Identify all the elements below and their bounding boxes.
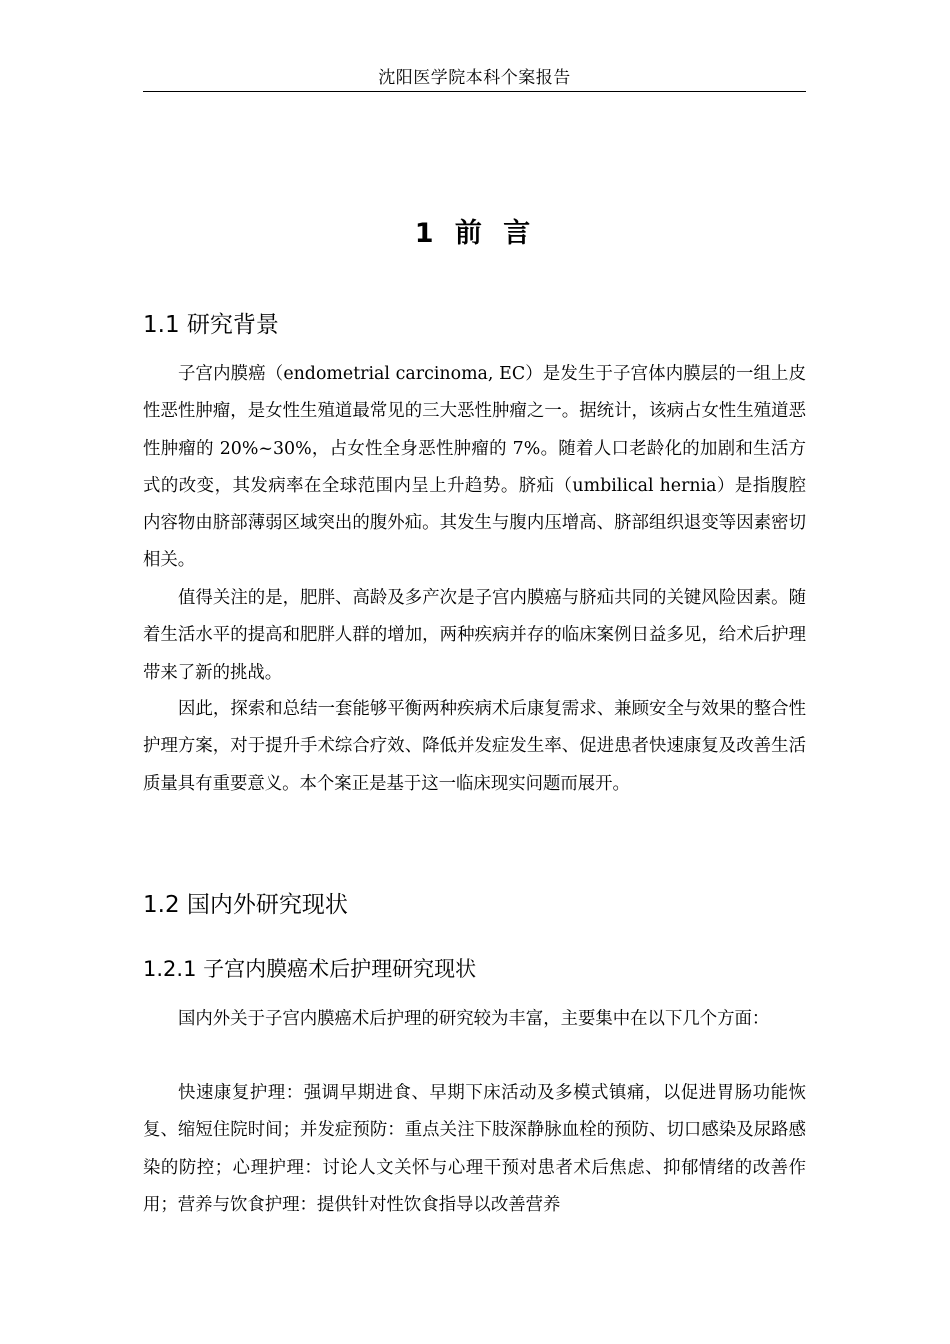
paragraph-background-2: 值得关注的是，肥胖、高龄及多产次是子宫内膜癌与脐疝共同的关键风险因素。随着生活水平的提高和肥胖人群的增加，两种疾病并存的临床案例日益多见，给术后护理带来了新的挑战。 bbox=[143, 588, 806, 683]
paragraph-background-3: 因此，探索和总结一套能够平衡两种疾病术后康复需求、兼顾安全与效果的整合性护理方案，对于提升手术综合疗效、降低并发症发生率、促进患者快速康复及改善生活质量具有重要意义。本个案正是基于这一临床现实问题而展开。 bbox=[143, 699, 806, 794]
header-rule bbox=[143, 91, 806, 92]
section-heading-1-1: 1.1 研究背景 bbox=[143, 312, 279, 338]
section-heading-1-2: 1.2 国内外研究现状 bbox=[143, 892, 348, 918]
paragraph-background-1: 子宫内膜癌（endometrial carcinoma, EC）是发生于子宫体内膜层的一组上皮性恶性肿瘤，是女性生殖道最常见的三大恶性肿瘤之一。据统计，该病占女性生殖道恶性肿瘤的 20%~30%，占女性全身恶性肿瘤的 7%。随着人口老龄化的加剧和生活方式的改变，其发病率在全球范围内呈上升趋势。脐疝（umbilical hernia）是指腹腔内容物由脐部薄弱区域突出的腹外疝。其发生与腹内压增高、脐部组织退变等因素密切相关。 bbox=[143, 364, 806, 571]
paragraph-ec-care-details: 快速康复护理：强调早期进食、早期下床活动及多模式镇痛，以促进胃肠功能恢复、缩短住院时间；并发症预防：重点关注下肢深静脉血栓的预防、切口感染及尿路感染的防控；心理护理：讨论人文关怀与心理干预对患者术后焦虑、抑郁情绪的改善作用；营养与饮食护理：提供针对性饮食指导以改善营养 bbox=[143, 1083, 806, 1215]
running-header: 沈阳医学院本科个案报告 bbox=[378, 68, 571, 88]
subsection-heading-1-2-1: 1.2.1 子宫内膜癌术后护理研究现状 bbox=[143, 957, 477, 981]
chapter-title: 1 前 言 bbox=[414, 218, 535, 249]
paragraph-ec-care-intro: 国内外关于子宫内膜癌术后护理的研究较为丰富，主要集中在以下几个方面： bbox=[178, 1009, 770, 1029]
